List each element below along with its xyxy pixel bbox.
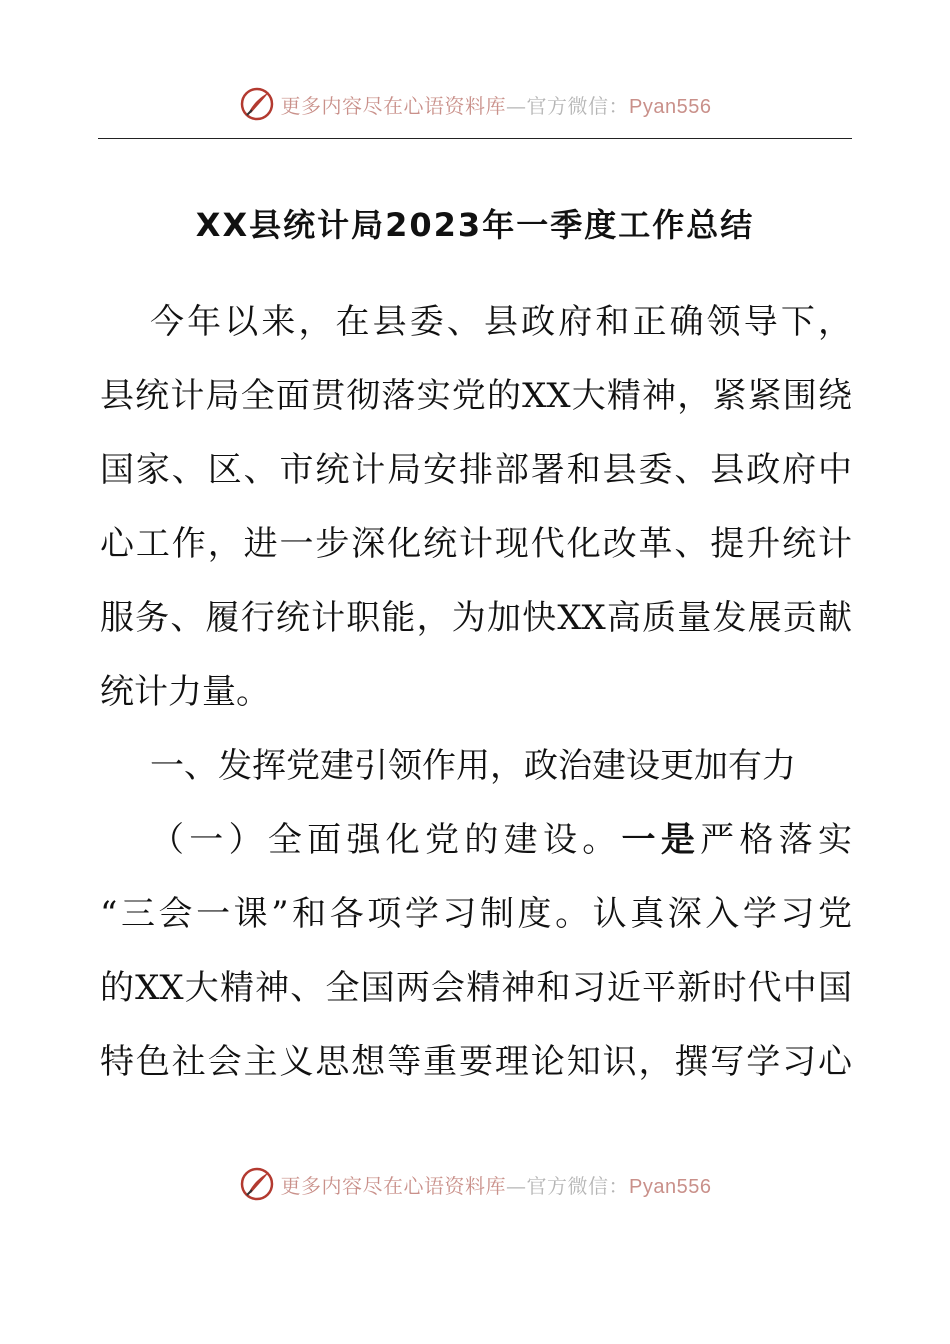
header-watermark: [0, 84, 950, 124]
paragraph-1-line-5: 服务、履行统计职能，为加快XX高质量发展贡献: [100, 598, 852, 638]
emphasis-first: 一是: [621, 820, 701, 860]
paragraph-1-line-3: 国家、区、市统计局安排部署和县委、县政府中: [100, 450, 852, 490]
quill-logo-icon: [239, 1166, 275, 1202]
header-rule: [98, 138, 852, 139]
paragraph-2-line-4: 特色社会主义思想等重要理论知识，撰写学习心: [100, 1042, 852, 1082]
watermark-account: Pyan556: [629, 95, 712, 118]
watermark-account: Pyan556: [629, 1175, 712, 1198]
document-body: [100, 285, 852, 1099]
watermark-wechat-label: 官方微信：: [526, 1173, 630, 1198]
paragraph-1-line-4: 心工作，进一步深化统计现代化改革、提升统计: [100, 524, 852, 564]
paragraph-2-line-1: [100, 803, 852, 877]
paragraph-2-line-1-rest: 严格落实: [700, 820, 853, 860]
paragraph-1-line-2: 县统计局全面贯彻落实党的XX大精神，紧紧围绕: [100, 376, 852, 416]
section-heading-1: 一、发挥党建引领作用，政治建设更加有力: [150, 746, 796, 786]
paragraph-2-line-2: “三会一课”和各项学习制度。认真深入学习党: [100, 894, 852, 934]
watermark-text: [281, 90, 712, 119]
watermark-main: 更多内容尽在心语资料库: [280, 93, 507, 118]
quill-logo-icon: [239, 86, 275, 122]
watermark-main: 更多内容尽在心语资料库: [280, 1173, 507, 1198]
footer-watermark: [0, 1164, 950, 1204]
watermark-wechat-label: 官方微信：: [526, 93, 630, 118]
document-title: XX县统计局2023年一季度工作总结: [195, 206, 755, 244]
paragraph-1-line-6: 统计力量。: [100, 672, 270, 712]
watermark-dash: —: [506, 1173, 527, 1198]
watermark-dash: —: [506, 93, 527, 118]
watermark-text: [281, 1170, 712, 1199]
subsection-heading: （一）全面强化党的建设。: [150, 820, 622, 860]
paragraph-2-line-3: 的XX大精神、全国两会精神和习近平新时代中国: [100, 968, 852, 1008]
paragraph-1-line-1: 今年以来，在县委、县政府和正确领导下，: [150, 302, 852, 342]
